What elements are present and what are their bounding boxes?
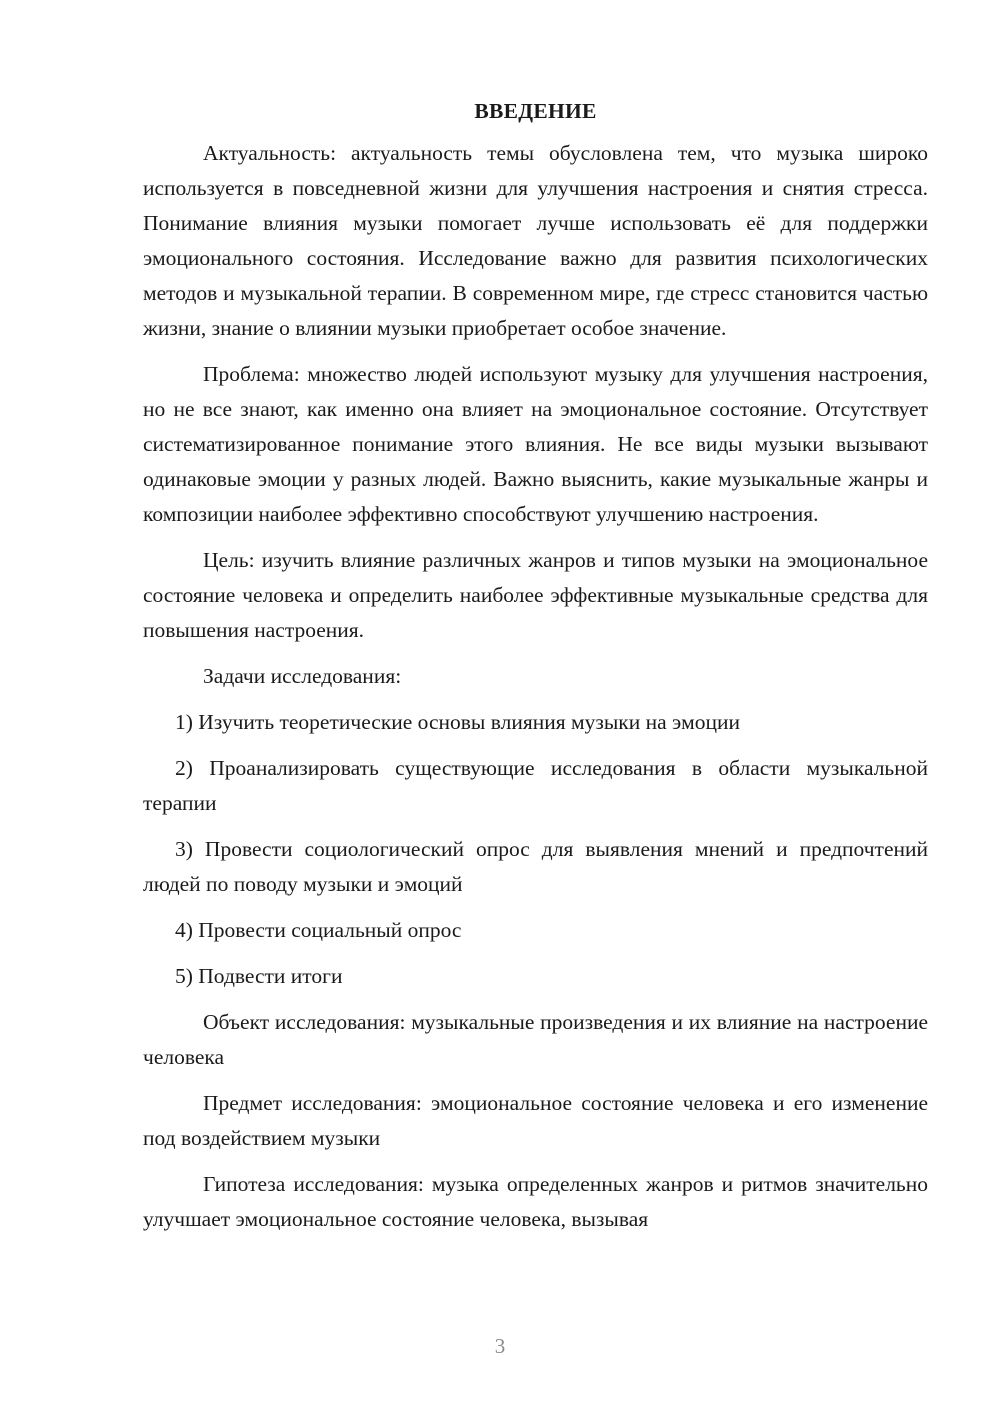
goal-paragraph: Цель: изучить влияние различных жанров и типов музыки на эмоциональное состояние человека и определить наиболее эффективные музыкальные средства для повышения настроения.: [143, 548, 928, 642]
object-paragraph: Объект исследования: музыкальные произведения и их влияние на настроение человека: [143, 1010, 928, 1069]
subject-paragraph: Предмет исследования: эмоциональное состояние человека и его изменение под воздействием музыки: [143, 1091, 928, 1150]
page-title: ВВЕДЕНИЕ: [474, 99, 597, 123]
task-item-3: 3) Провести социологический опрос для выявления мнений и предпочтений людей по поводу музыки и эмоций: [143, 837, 928, 896]
relevance-paragraph: Актуальность: актуальность темы обусловлена тем, что музыка широко используется в повседневной жизни для улучшения настроения и снятия стресса. Понимание влияния музыки помогает лучше использовать её для поддержки эмоционального состояния. Исследование важно для развития психологических методов и музыкальной терапии. В современном мире, где стресс становится частью жизни, знание о влиянии музыки приобретает особое значение.: [143, 141, 928, 340]
task-item-2: 2) Проанализировать существующие исследования в области музыкальной терапии: [143, 756, 928, 815]
hypothesis-paragraph: Гипотеза исследования: музыка определенных жанров и ритмов значительно улучшает эмоциональное состояние человека, вызывая: [143, 1172, 928, 1231]
problem-paragraph: Проблема: множество людей используют музыку для улучшения настроения, но не все знают, как именно она влияет на эмоциональное состояние. Отсутствует систематизированное понимание этого влияния. Не все виды музыки вызывают одинаковые эмоции у разных людей. Важно выяснить, какие музыкальные жанры и композиции наиболее эффективно способствуют улучшению настроения.: [143, 362, 928, 526]
task-item-5: 5) Подвести итоги: [175, 964, 343, 988]
page-number: 3: [494, 1334, 506, 1358]
document-page: [143, 96, 928, 1237]
task-item-1: 1) Изучить теоретические основы влияния музыки на эмоции: [175, 710, 740, 734]
task-item-4: 4) Провести социальный опрос: [175, 918, 462, 942]
tasks-heading: Задачи исследования:: [203, 664, 402, 688]
